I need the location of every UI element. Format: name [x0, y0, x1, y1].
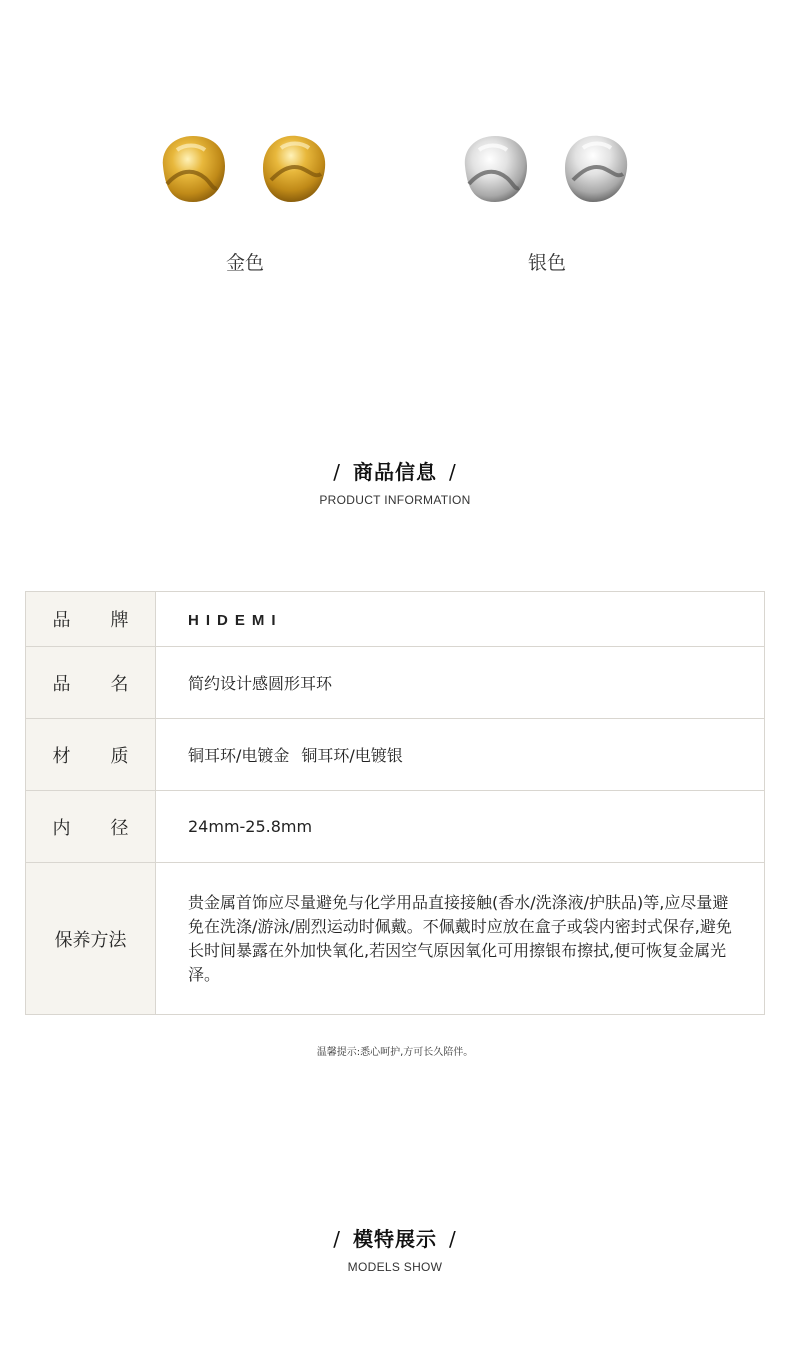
table-value-diameter: 24mm-25.8mm	[156, 791, 765, 863]
table-row-care	[26, 863, 765, 1015]
table-row-material	[26, 719, 765, 791]
product-info-title: 商品信息	[353, 460, 437, 484]
material-gold: 铜耳环/电镀金	[188, 746, 290, 765]
material-silver: 铜耳环/电镀银	[301, 746, 403, 765]
table-key-diameter: 内 径	[26, 791, 156, 863]
variant-label-silver: 银色	[527, 252, 566, 274]
table-key-brand: 品 牌	[26, 592, 156, 647]
table-key-care: 保养方法	[26, 863, 156, 1015]
variant-silver[interactable]	[427, 120, 667, 280]
models-heading	[0, 1223, 790, 1274]
table-value-brand	[156, 592, 765, 647]
heading-slash: /	[449, 1227, 457, 1251]
silver-earring-pair	[427, 130, 667, 210]
heading-slash: /	[449, 460, 457, 484]
table-key-name: 品 名	[26, 647, 156, 719]
table-value-material	[156, 719, 765, 791]
product-info-subtitle: PRODUCT INFORMATION	[319, 493, 471, 507]
gold-earring-pair	[125, 130, 365, 210]
gold-earring-image	[255, 130, 331, 206]
care-tip: 温馨提示:悉心呵护,方可长久陪伴。	[316, 1047, 474, 1058]
product-info-table	[25, 591, 765, 1015]
table-row-diameter	[26, 791, 765, 863]
table-row-brand	[26, 592, 765, 647]
heading-slash: /	[333, 1227, 341, 1251]
table-value-care: 贵金属首饰应尽量避免与化学用品直接接触(香水/洗涤液/护肤品)等,应尽量避免在洗涤/游泳/剧烈运动时佩戴。不佩戴时应放在盒子或袋内密封式保存,避免长时间暴露在外加快氧化,若因空气原因氧化可用擦银布擦拭,便可恢复金属光泽。	[156, 863, 765, 1015]
product-info-heading	[0, 456, 790, 507]
variant-gold[interactable]	[125, 120, 365, 280]
models-subtitle: MODELS SHOW	[347, 1260, 443, 1274]
models-title: 模特展示	[353, 1227, 437, 1251]
silver-earring-image	[455, 130, 531, 206]
variant-label-gold: 金色	[225, 252, 264, 274]
table-row-name	[26, 647, 765, 719]
gold-earring-image	[153, 130, 229, 206]
silver-earring-image	[557, 130, 633, 206]
heading-slash: /	[333, 460, 341, 484]
brand-name: HIDEMI	[188, 611, 283, 629]
table-value-name: 简约设计感圆形耳环	[156, 647, 765, 719]
table-key-material: 材 质	[26, 719, 156, 791]
